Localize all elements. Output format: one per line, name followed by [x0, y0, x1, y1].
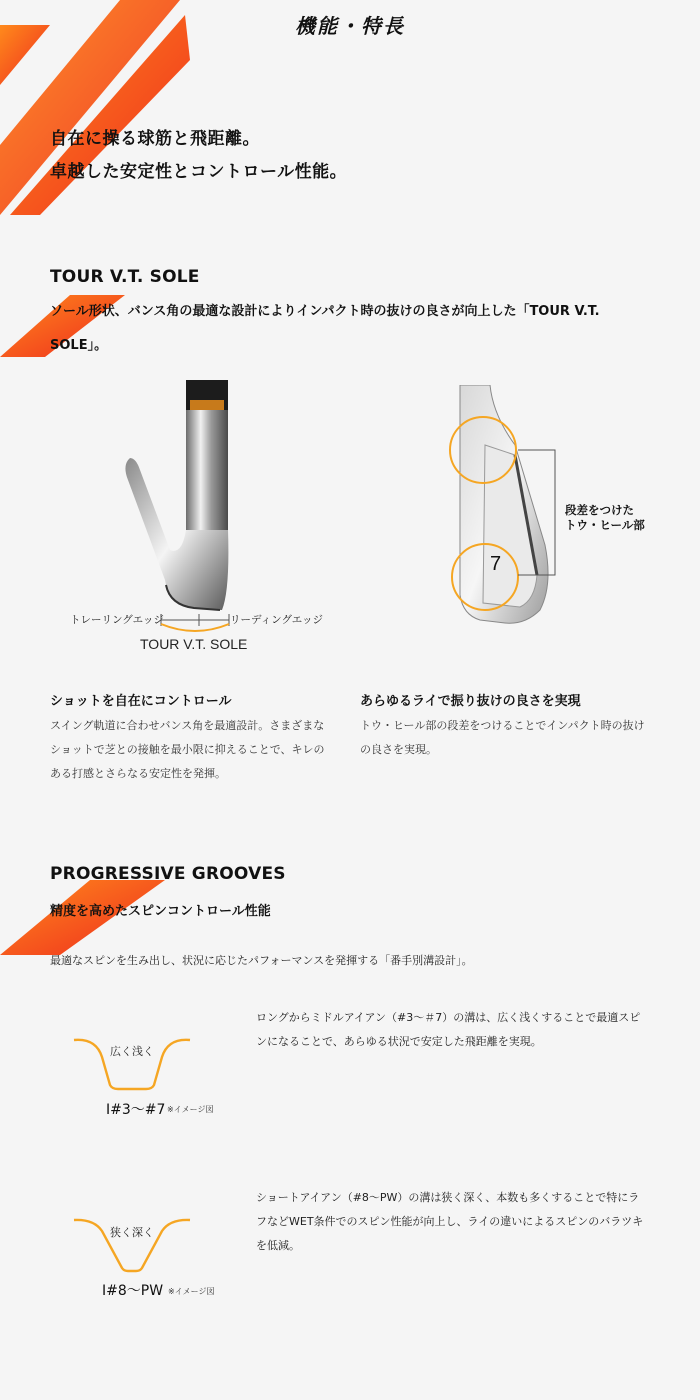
- step-label-line-2: トウ・ヒール部: [565, 518, 645, 532]
- sole-name-label: TOUR V.T. SOLE: [140, 636, 248, 652]
- page-title: 機能・特長: [295, 14, 405, 38]
- hero-line-1: 自在に操る球筋と飛距離。: [50, 129, 260, 149]
- step-label-line-1: 段差をつけた: [565, 503, 634, 517]
- groove-1-description: ロングからミドルアイアン（#3〜＃7）の溝は、広く浅くすることで最適スピンになることで、あらゆる状況で安定した飛距離を実現。: [256, 1011, 641, 1048]
- grooves-section-subtitle: 精度を高めたスピンコントロール性能: [50, 904, 271, 919]
- sole-section-lead: ソール形状、バンス角の最適な設計によりインパクト時の抜けの良さが向上した「TOUR V.T. SOLE」。: [50, 304, 600, 353]
- feature-2-title: あらゆるライで振り抜けの良さを実現: [360, 694, 581, 709]
- grooves-section-title: PROGRESSIVE GROOVES: [50, 864, 286, 884]
- grooves-stripe-decoration: [0, 880, 170, 960]
- hero-line-2: 卓越した安定性とコントロール性能。: [50, 162, 348, 182]
- trailing-edge-label: トレーリングエッジ: [70, 614, 164, 626]
- grooves-section-lead: 最適なスピンを生み出し、状況に応じたパフォーマンスを発揮する「番手別溝設計」。: [50, 954, 473, 967]
- club-sole-image: [110, 380, 270, 620]
- feature-2-body: トウ・ヒール部の段差をつけることでインパクト時の抜けの良さを実現。: [360, 719, 645, 756]
- groove-wide-shallow-diagram: [72, 1032, 192, 1094]
- groove-1-range: I#3〜#7: [106, 1102, 166, 1118]
- groove-2-description: ショートアイアン（#8〜PW）の溝は狭く深く、本数も多くすることで特にラフなどWET条件でのスピン性能が向上し、ライの違いによるスピンのバラツキを低減。: [256, 1191, 644, 1252]
- groove-1-shape-label: 広く浅く: [110, 1045, 154, 1058]
- feature-1-body: スイング軌道に合わせバンス角を最適設計。さまざまなショットで芝との接触を最小限に抑えることで、キレのある打感とさらなる安定性を発揮。: [50, 719, 325, 780]
- groove-2-shape-label: 狭く深く: [110, 1226, 154, 1239]
- leading-edge-label: リーディングエッジ: [230, 614, 324, 626]
- groove-2-range: I#8〜PW: [102, 1283, 164, 1299]
- step-label: [565, 503, 645, 533]
- feature-1-title: ショットを自在にコントロール: [50, 694, 232, 709]
- groove-2-note: ※イメージ図: [168, 1287, 215, 1296]
- sole-bracket-icon: [155, 612, 235, 636]
- groove-1-note: ※イメージ図: [167, 1105, 214, 1114]
- sole-section-title: TOUR V.T. SOLE: [50, 267, 200, 287]
- club-number: 7: [490, 553, 502, 575]
